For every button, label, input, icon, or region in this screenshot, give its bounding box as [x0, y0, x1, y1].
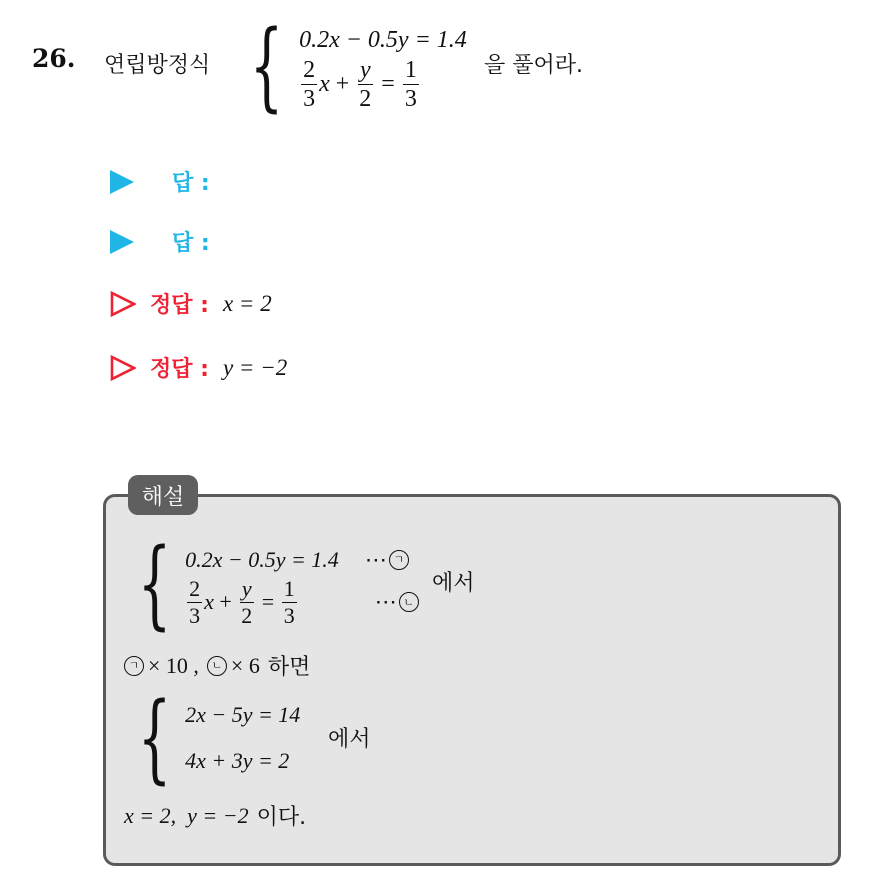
question-prompt: 연립방정식	[104, 53, 211, 78]
correct-answer-1	[110, 288, 272, 319]
answer-label: 답 :	[172, 171, 210, 196]
system-brace: {	[249, 10, 284, 122]
question-number: 26.	[32, 44, 76, 73]
play-icon	[110, 230, 134, 254]
solution-final: x = 2, y = −2 이다.	[124, 802, 307, 830]
question-system	[236, 10, 467, 122]
correct-label: 정답 :	[150, 293, 209, 318]
circled-label-2: ㄴ	[399, 592, 419, 612]
solution-eq2: $\frac{2}{3}$ x + $\frac{y}{2}$ = $\frac{1}{3}$ ⋯ ㄴ	[185, 578, 419, 627]
correct-answer-2	[110, 352, 287, 383]
answer-blank-2	[110, 226, 210, 257]
solution-step: ㄱ × 10 , ㄴ × 6 하면	[124, 650, 310, 681]
solution-sys2-eq1: 2x − 5y = 14	[185, 702, 301, 727]
correct-label: 정답 :	[150, 357, 209, 382]
dots: ⋯	[364, 546, 387, 572]
triangle-outline-icon	[110, 291, 136, 317]
answer-blank-1	[110, 166, 210, 197]
solution-system-2	[124, 682, 301, 794]
circled-label-2: ㄴ	[207, 656, 227, 676]
triangle-outline-icon	[110, 355, 136, 381]
question-eq1: 0.2x − 0.5y = 1.4	[299, 26, 467, 53]
system-brace: {	[137, 682, 172, 794]
solution-eq1: 0.2x − 0.5y = 1.4	[185, 546, 339, 572]
circled-label-1: ㄱ	[389, 550, 409, 570]
play-icon	[110, 170, 134, 194]
question-tail: 을 풀어라.	[484, 53, 583, 78]
dots: ⋯	[374, 589, 397, 614]
answer-label: 답 :	[172, 231, 210, 256]
solution-sys2-eq2: 4x + 3y = 2	[185, 748, 290, 773]
solution-system-1	[124, 528, 419, 640]
correct-value: x = 2	[222, 290, 272, 316]
eseo-1: 에서	[432, 571, 475, 596]
solution-tag: 해설	[128, 475, 198, 515]
eseo-2: 에서	[328, 727, 371, 752]
circled-label-1: ㄱ	[124, 656, 144, 676]
question-eq2: $\frac{2}{3}$ x + $\frac{y}{2}$ = $\frac{1}{3}$	[303, 56, 417, 112]
system-brace: {	[137, 528, 172, 640]
correct-value: y = −2	[222, 354, 288, 380]
